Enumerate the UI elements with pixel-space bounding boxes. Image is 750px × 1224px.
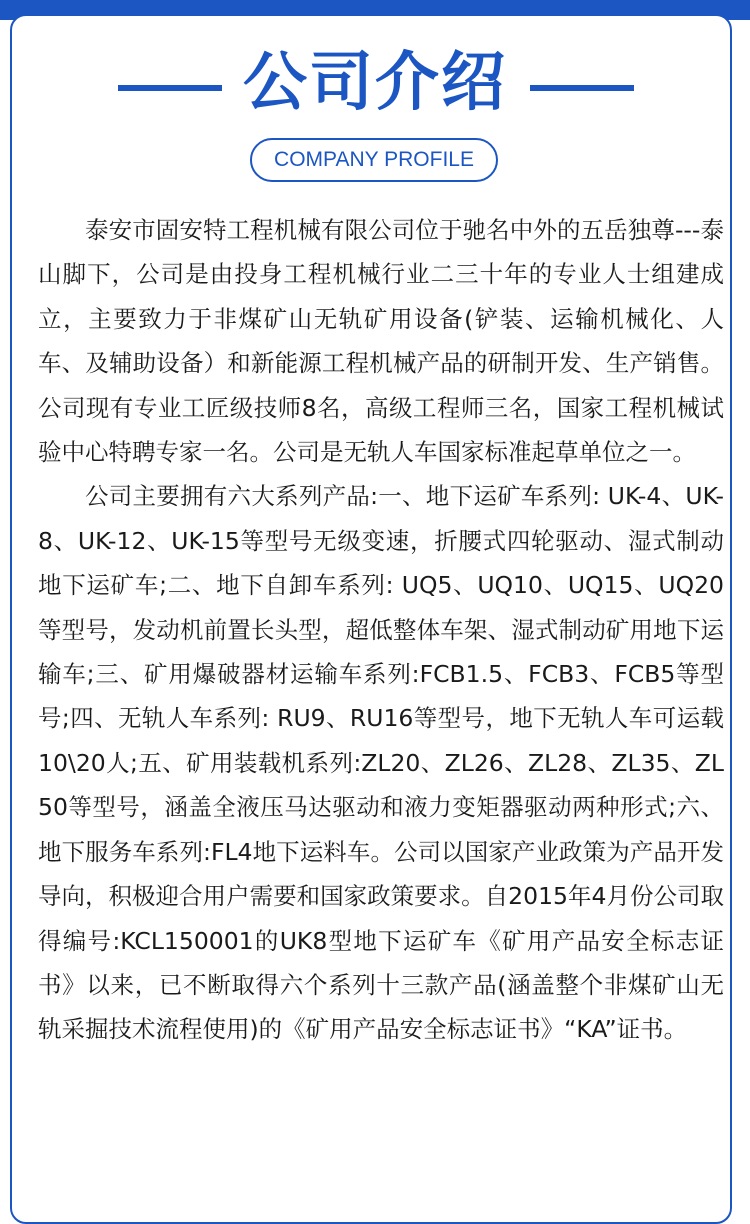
section-header <box>0 38 750 120</box>
company-description <box>38 208 724 1052</box>
paragraph-intro: 泰安市固安特工程机械有限公司位于驰名中外的五岳独尊---泰山脚下，公司是由投身工程机械行业二三十年的专业人士组建成立，主要致力于非煤矿山无轨矿用设备(铲装、运输机械化、人车、及辅助设备）和新能源工程机械产品的研制开发、生产销售。公司现有专业工匠级技师8名，高级工程师三名，国家工程机械试验中心特聘专家一名。公司是无轨人车国家标准起草单位之一。 <box>38 216 724 467</box>
title-left-rule <box>118 85 222 91</box>
section-title: 公司介绍 <box>243 46 507 120</box>
section-subtitle-badge: COMPANY PROFILE <box>250 138 498 182</box>
paragraph-products: 公司主要拥有六大系列产品:一、地下运矿车系列: UK-4、UK-8、UK-12、UK-15等型号无级变速，折腰式四轮驱动、湿式制动地下运矿车;二、地下自卸车系列: UQ5、UQ10、UQ15、UQ20等型号，发动机前置长头型，超低整体车架、湿式制动矿用地下运输车;三、矿用爆破器材运输车系列:FCB1.5、FCB3、FCB5等型号;四、无轨人车系列: RU9、RU16等型号，地下无轨人车可运载10\20人;五、矿用装载机系列:ZL20、ZL26、ZL28、ZL35、ZL50等型号，涵盖全液压马达驱动和液力变矩器驱动两种形式;六、地下服务车系列:FL4地下运料车。公司以国家产业政策为产品开发导向，积极迎合用户需要和国家政策要求。自2015年4月份公司取得编号:KCL150001的UK8型地下运矿车《矿用产品安全标志证书》以来，已不断取得六个系列十三款产品(涵盖整个非煤矿山无轨采掘技术流程使用)的《矿用产品安全标志证书》“KA”证书。 <box>38 482 724 1044</box>
title-right-rule <box>530 85 634 91</box>
